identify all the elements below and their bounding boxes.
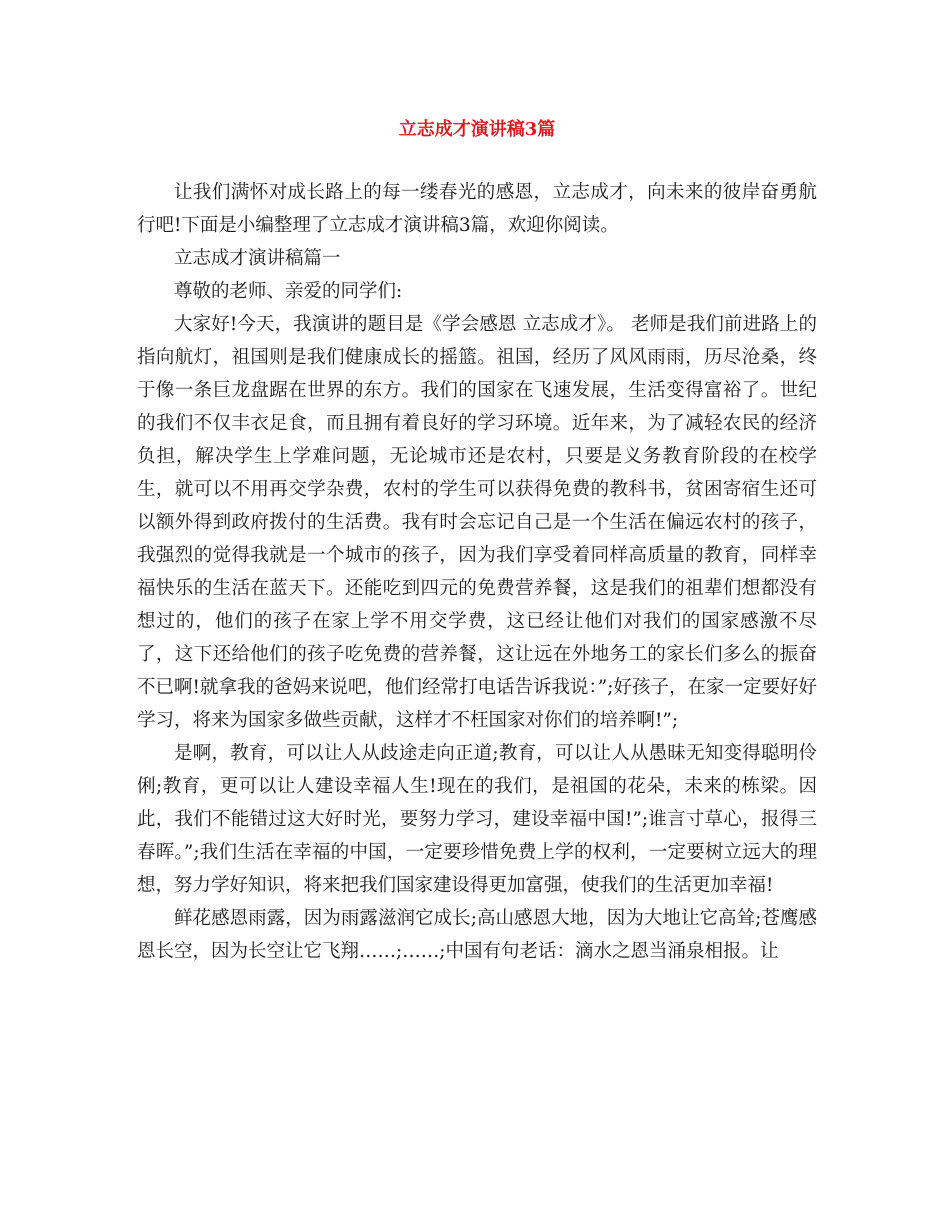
- section-heading: 立志成才演讲稿篇一: [174, 248, 341, 269]
- paragraph-intro: 让我们满怀对成长路上的每一缕春光的感恩，立志成才，向未来的彼岸奋勇航行吧!下面是小编整理了立志成才演讲稿3篇，欢迎你阅读。: [137, 182, 817, 236]
- paragraph-body: 大家好!今天，我演讲的题目是《学会感恩 立志成才》。 老师是我们前进路上的指向航灯，祖国则是我们健康成长的摇篮。祖国，经历了风风雨雨，历尽沧桑，终于像一条巨龙盘踞在世界的东方。我们的国家在飞速发展，生活变得富裕了。世纪的我们不仅丰衣足食，而且拥有着良好的学习环境。近年来，为了减轻农民的经济负担，解决学生上学难问题，无论城市还是农村，只要是义务教育阶段的在校学生，就可以不用再交学杂费，农村的学生可以获得免费的教科书，贫困寄宿生还可以额外得到政府拨付的生活费。我有时会忘记自己是一个生活在偏远农村的孩子，我强烈的觉得我就是一个城市的孩子，因为我们享受着同样高质量的教育，同样幸福快乐的生活在蓝天下。还能吃到四元的免费营养餐，这是我们的祖辈们想都没有想过的，他们的孩子在家上学不用交学费，这已经让他们对我们的国家感激不尽了，这下还给他们的孩子吃免费的营养餐，这让远在外地务工的家长们多么的振奋不已啊!就拿我的爸妈来说吧，他们经常打电话告诉我说：”;好孩子，在家一定要好好学习，将来为国家多做些贡献，这样才不枉国家对你们的培养啊!”;: [137, 314, 817, 731]
- document-body: [137, 176, 817, 968]
- salutation: 尊敬的老师、亲爱的同学们:: [174, 281, 403, 302]
- document-title: 立志成才演讲稿3篇: [398, 119, 556, 140]
- document-page: [137, 118, 817, 968]
- paragraph-body: 是啊，教育，可以让人从歧途走向正道;教育，可以让人从愚昧无知变得聪明伶俐;教育，更可以让人建设幸福人生!现在的我们，是祖国的花朵，未来的栋梁。因此，我们不能错过这大好时光，要努力学习，建设幸福中国!”;谁言寸草心，报得三春晖。”;我们生活在幸福的中国，一定要珍惜免费上学的权利，一定要树立远大的理想，努力学好知识，将来把我们国家建设得更加富强，使我们的生活更加幸福!: [137, 743, 817, 896]
- paragraph-body: 鲜花感恩雨露，因为雨露滋润它成长;高山感恩大地，因为大地让它高耸;苍鹰感恩长空，因为长空让它飞翔……;……;中国有句老话：滴水之恩当涌泉相报。让: [137, 908, 817, 962]
